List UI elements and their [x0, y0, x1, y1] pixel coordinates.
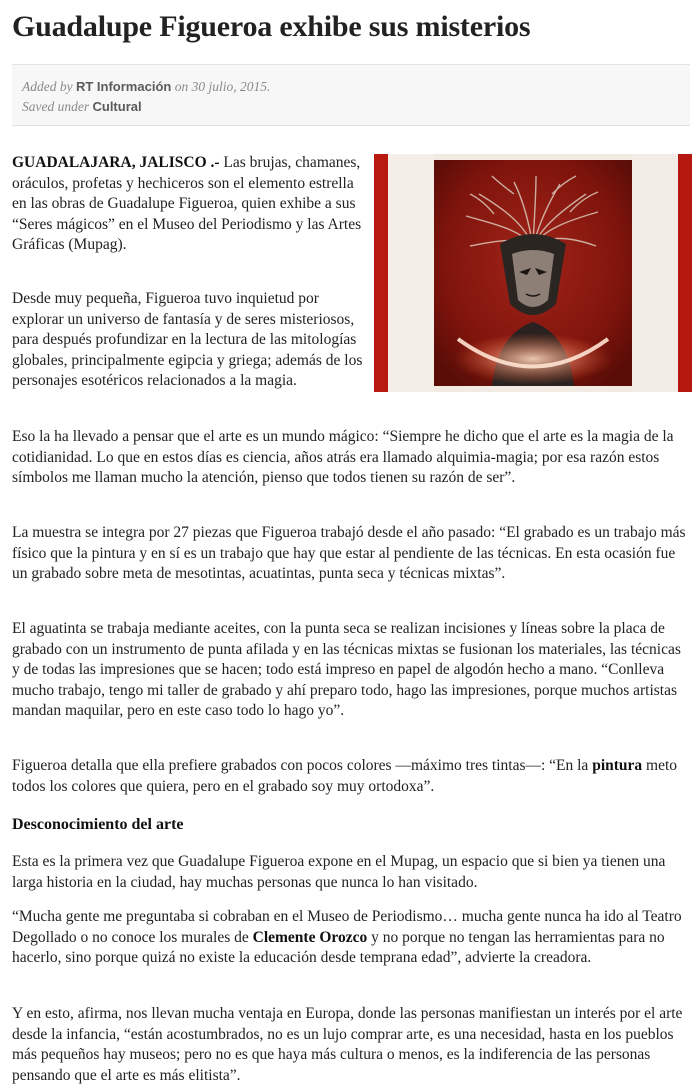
- article-meta: [12, 64, 690, 126]
- paragraph-8-before: “Mucha gente me preguntaba si cobraban en el Museo de Periodismo… mucha gente nunca ha ido al Teatro Degollado o no conoce los murales de: [12, 908, 682, 946]
- photo-right-gap: [632, 154, 678, 392]
- added-by-label: Added by: [22, 79, 73, 94]
- paragraph-1-text: Las brujas, chamanes, oráculos, profetas y hechiceros son el elemento estrella en las obras de Guadalupe Figueroa, quien exhibe a sus “Seres mágicos” en el Museo del Periodismo y las Artes Gráficas (Mupag).: [12, 154, 362, 254]
- figure-face: [500, 234, 566, 315]
- paragraph-6-after: meto todos los colores que quiera, pero en el grabado soy muy ortodoxa”.: [12, 757, 678, 795]
- link-clemente-orozco[interactable]: Clemente Orozco: [252, 928, 368, 946]
- photo-left-frame: [374, 154, 388, 392]
- paragraph-2: Desde muy pequeña, Figueroa tuvo inquietud por explorar un universo de fantasía y de seres misteriosos, para después profundizar en la lectura de las mitologías globales, principalmente egipcia y griega; además de los personajes esotéricos relacionados a la magia.: [12, 290, 363, 390]
- saved-under-label: Saved under: [22, 99, 90, 114]
- fire-glow: [453, 333, 613, 385]
- artwork-photo: [374, 154, 692, 392]
- dateline: GUADALAJARA, JALISCO .-: [12, 154, 220, 171]
- author-link[interactable]: RT Información: [75, 79, 172, 94]
- paragraph-5: El aguatinta se trabaja mediante aceites, con la punta seca se realizan incisiones y líneas sobre la placa de grabado con un instrumento de punta afilada y en las técnicas mixtas se fusionan los materiales, las técnicas y de todas las impresiones que se hacen; todo está impreso en papel de algodón hecho a mano. “Conlleva mucho trabajo, tengo mi taller de grabado y ahí preparo todo, hago las impresiones, porque muchos artistas mandan maquilar, pero en este caso todo lo hago yo”.: [12, 620, 681, 720]
- paragraph-4: La muestra se integra por 27 piezas que Figueroa trabajó desde el año pasado: “El grabado es un trabajo más físico que la pintura y en sí es un trabajo que hay que estar al pendiente de las técnicas. En esta ocasión fue un grabado sobre meta de mesotintas, acuatintas, punta seca y técnicas mixtas”.: [12, 524, 686, 583]
- paragraph-1: [12, 153, 364, 256]
- photo-right-frame: [678, 154, 692, 392]
- meta-category-line: [22, 97, 680, 117]
- category-link[interactable]: Cultural: [92, 99, 142, 114]
- meta-author-line: [22, 77, 680, 97]
- photo-left-gap: [388, 154, 434, 392]
- paragraph-9: Y en esto, afirma, nos llevan mucha ventaja en Europa, donde las personas manifiestan un interés por el arte desde la infancia, “están acostumbrados, no es un lujo comprar arte, es una necesidad, hasta en los pueblos más pequeños hay museos; pero no es que haya más cultura o menos, es la indiferencia de las personas pensando que el arte es más elitista”.: [12, 1005, 683, 1084]
- article-title: Guadalupe Figueroa exhibe sus misterios: [12, 10, 531, 43]
- paragraph-6: [12, 756, 692, 797]
- paragraph-8: [12, 907, 692, 969]
- section-heading: Desconocimiento del arte: [12, 816, 184, 833]
- paragraph-3: Eso la ha llevado a pensar que el arte es un mundo mágico: “Siempre he dicho que el arte es la magia de la cotidianidad. Lo que en estos días es ciencia, años atrás era llamado alquimia-magia; por esa razón estos símbolos me llaman mucho la atención, pienso que todos tienen su razón de ser”.: [12, 428, 674, 487]
- on-label: on: [174, 79, 189, 94]
- publish-date: 30 julio, 2015.: [191, 79, 271, 94]
- link-pintura[interactable]: pintura: [592, 757, 643, 774]
- paragraph-6-before: Figueroa detalla que ella prefiere grabados con pocos colores —máximo tres tintas—: “En la: [12, 757, 593, 774]
- paragraph-8-after: y no porque no tengan las herramientas para no hacerlo, sino porque quizá no existe la educación desde temprana edad”, advierte la creadora.: [12, 928, 665, 967]
- paragraph-7: Esta es la primera vez que Guadalupe Figueroa expone en el Mupag, un espacio que si bien ya tienen una larga historia en la ciudad, hay muchas personas que nunca lo han visitado.: [12, 853, 666, 891]
